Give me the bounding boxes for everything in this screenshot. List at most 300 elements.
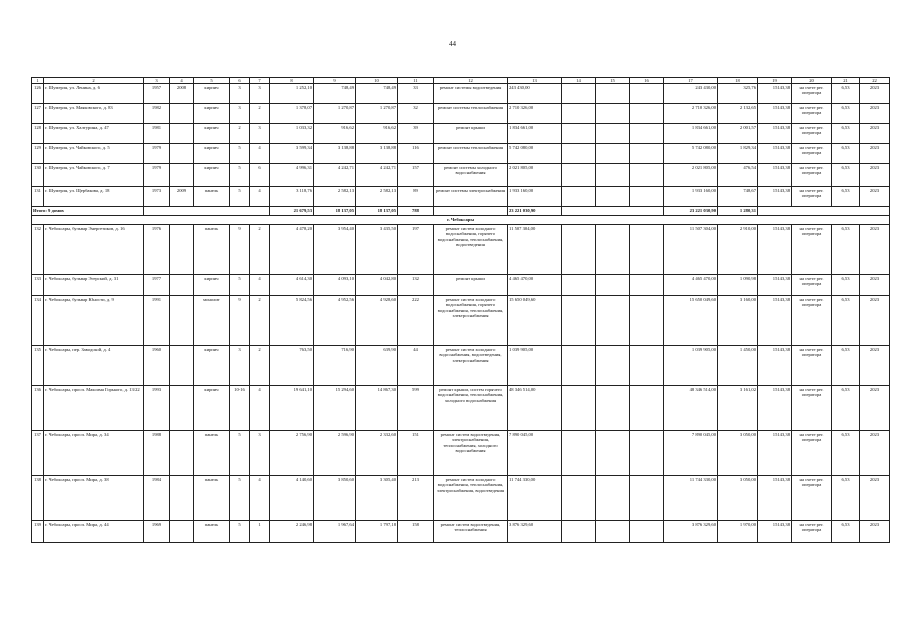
fund-local	[630, 187, 664, 207]
work-type: ремонт системы электроснабжения	[434, 187, 508, 207]
work-type: ремонт систем холодного водоснабжения, теплоснабжения, электроснабжения, водоотведения	[434, 476, 508, 521]
owners-funds: 1 039 905,00	[664, 346, 718, 386]
residents: 213	[398, 476, 434, 521]
subtotal-owners-funds: 23 221 030,90	[664, 207, 718, 216]
year-renovated	[170, 144, 194, 164]
fund-method: на счете рег. оператора	[792, 386, 832, 431]
address: г. Чебоксары, бульвар Эгерский, д. 31	[44, 275, 144, 296]
tariff: 6,53	[832, 476, 860, 521]
page-number: 44	[449, 40, 456, 48]
total-cost: 2 710 326,00	[508, 104, 562, 124]
residential-area: 2 332,60	[356, 431, 398, 476]
total-cost: 7 890 045,00	[508, 431, 562, 476]
residents: 32	[398, 104, 434, 124]
fund-regional	[596, 521, 630, 543]
work-type: ремонт системы холодного водоснабжения	[434, 164, 508, 187]
fund-regional	[596, 275, 630, 296]
residents: 132	[398, 275, 434, 296]
plan-year: 2023	[860, 386, 890, 431]
work-type: ремонт крыши, систем горячего водоснабжения, теплоснабжения, холодного водоснабжения	[434, 386, 508, 431]
city-header: г. Чебоксары	[32, 216, 890, 225]
wall-material: кирпич	[194, 346, 230, 386]
empty-cell	[758, 207, 890, 216]
address: г. Шумерля, ул. Маяковского, д. 83	[44, 104, 144, 124]
residents: 599	[398, 386, 434, 431]
tariff: 6,53	[832, 225, 860, 275]
fund-federal	[562, 187, 596, 207]
empty-cell	[144, 207, 270, 216]
entrances: 2	[250, 225, 270, 275]
entrances: 3	[250, 431, 270, 476]
floors: 5	[230, 431, 250, 476]
fund-local	[630, 225, 664, 275]
fund-local	[630, 386, 664, 431]
total-area: 3 599,34	[270, 144, 314, 164]
column-number: 16	[630, 78, 664, 84]
specific-cost: 476,54	[718, 164, 758, 187]
fund-method: на счете рег. оператора	[792, 431, 832, 476]
specific-cost: 1 970,00	[718, 521, 758, 543]
entrances: 6	[250, 164, 270, 187]
floors: 9	[230, 296, 250, 346]
fund-federal	[562, 225, 596, 275]
work-type: ремонт крыши	[434, 275, 508, 296]
floors: 3	[230, 104, 250, 124]
column-number: 5	[194, 78, 230, 84]
work-type: ремонт системы теплоснабжения	[434, 104, 508, 124]
table-row	[32, 431, 890, 476]
owners-funds: 2 710 326,00	[664, 104, 718, 124]
fund-local	[630, 124, 664, 144]
residential-area: 3 138,88	[356, 144, 398, 164]
work-type: ремонт системы водоотведения	[434, 84, 508, 104]
fund-method: на счете рег. оператора	[792, 346, 832, 386]
plan-year: 2023	[860, 164, 890, 187]
column-number: 17	[664, 78, 718, 84]
living-area: 1 270,87	[314, 104, 356, 124]
tariff: 6,53	[832, 275, 860, 296]
year-built: 1979	[144, 164, 170, 187]
cost-limit: 15143,38	[758, 144, 792, 164]
tariff: 6,53	[832, 144, 860, 164]
year-built: 1984	[144, 476, 170, 521]
residential-area: 4 042,80	[356, 275, 398, 296]
work-type: ремонт систем холодного водоснабжения, горячего водоснабжения, теплоснабжения, электроснабжения	[434, 296, 508, 346]
fund-method: на счете рег. оператора	[792, 296, 832, 346]
specific-cost: 1 829,34	[718, 144, 758, 164]
residential-area: 1 270,87	[356, 104, 398, 124]
fund-local	[630, 84, 664, 104]
fund-method: на счете рег. оператора	[792, 275, 832, 296]
fund-method: на счете рег. оператора	[792, 225, 832, 275]
fund-regional	[596, 84, 630, 104]
residential-area: 14 867,30	[356, 386, 398, 431]
work-type: ремонт систем холодного водоснабжения, горячего водоснабжения, теплоснабжения, водоотведения	[434, 225, 508, 275]
row-number: 139	[32, 521, 44, 543]
specific-cost: 2 910,00	[718, 225, 758, 275]
entrances: 4	[250, 386, 270, 431]
column-number: 11	[398, 78, 434, 84]
subtotal-specific-cost: 1 280,31	[718, 207, 758, 216]
fund-method: на счете рег. оператора	[792, 187, 832, 207]
cost-limit: 15143,38	[758, 187, 792, 207]
column-number: 20	[792, 78, 832, 84]
fund-federal	[562, 431, 596, 476]
year-renovated	[170, 124, 194, 144]
wall-material: кирпич	[194, 275, 230, 296]
floors: 5	[230, 275, 250, 296]
wall-material: кирпич	[194, 104, 230, 124]
floors: 3	[230, 346, 250, 386]
specific-cost: 748,67	[718, 187, 758, 207]
address: г. Чебоксары, бульвар Энергетиков, д. 16	[44, 225, 144, 275]
plan-year: 2023	[860, 275, 890, 296]
column-number: 14	[562, 78, 596, 84]
total-cost: 11 744 330,00	[508, 476, 562, 521]
fund-local	[630, 431, 664, 476]
residential-area: 2 582,13	[356, 187, 398, 207]
entrances: 4	[250, 144, 270, 164]
living-area: 748,49	[314, 84, 356, 104]
year-built: 1977	[144, 275, 170, 296]
year-built: 1957	[144, 84, 170, 104]
cost-limit: 15143,38	[758, 521, 792, 543]
column-number: 6	[230, 78, 250, 84]
row-number: 130	[32, 164, 44, 187]
fund-method: на счете рег. оператора	[792, 124, 832, 144]
owners-funds: 11 507 304,00	[664, 225, 718, 275]
tariff: 6,53	[832, 346, 860, 386]
entrances: 3	[250, 124, 270, 144]
fund-federal	[562, 386, 596, 431]
total-area: 2 246,98	[270, 521, 314, 543]
address: г. Чебоксары, просп. Мира, д. 44	[44, 521, 144, 543]
city-header-row	[32, 216, 890, 225]
table-row	[32, 386, 890, 431]
entrances: 3	[250, 84, 270, 104]
year-renovated	[170, 296, 194, 346]
row-number: 131	[32, 187, 44, 207]
year-built: 1973	[144, 187, 170, 207]
fund-local	[630, 275, 664, 296]
column-number: 1	[32, 78, 44, 84]
fund-federal	[562, 521, 596, 543]
year-built: 1979	[144, 144, 170, 164]
fund-regional	[596, 187, 630, 207]
year-renovated	[170, 164, 194, 187]
total-cost: 2 021 805,00	[508, 164, 562, 187]
floors: 5	[230, 521, 250, 543]
total-cost: 1 933 160,00	[508, 187, 562, 207]
living-area: 3 850,60	[314, 476, 356, 521]
residents: 33	[398, 84, 434, 104]
plan-year: 2023	[860, 431, 890, 476]
residents: 197	[398, 225, 434, 275]
owners-funds: 4 465 470,00	[664, 275, 718, 296]
table-row	[32, 521, 890, 543]
tariff: 6,53	[832, 164, 860, 187]
plan-year: 2023	[860, 296, 890, 346]
fund-regional	[596, 296, 630, 346]
row-number: 127	[32, 104, 44, 124]
total-area: 5 824,56	[270, 296, 314, 346]
row-number: 136	[32, 386, 44, 431]
total-area: 2 756,90	[270, 431, 314, 476]
residents: 157	[398, 164, 434, 187]
fund-method: на счете рег. оператора	[792, 84, 832, 104]
owners-funds: 48 346 514,00	[664, 386, 718, 431]
wall-material: панель	[194, 225, 230, 275]
residential-area: 3 435,50	[356, 225, 398, 275]
owners-funds: 15 650 049,60	[664, 296, 718, 346]
cost-limit: 15143,38	[758, 104, 792, 124]
address: г. Чебоксары, просп. Максима Горького, д. 13/22	[44, 386, 144, 431]
plan-year: 2023	[860, 144, 890, 164]
address: г. Чебоксары, бульвар Юности, д. 9	[44, 296, 144, 346]
fund-regional	[596, 144, 630, 164]
table-row	[32, 275, 890, 296]
cost-limit: 15143,38	[758, 386, 792, 431]
year-built: 1969	[144, 521, 170, 543]
owners-funds: 5 742 080,00	[664, 144, 718, 164]
specific-cost: 3 050,00	[718, 431, 758, 476]
tariff: 6,53	[832, 431, 860, 476]
living-area: 4 242,71	[314, 164, 356, 187]
fund-regional	[596, 431, 630, 476]
column-number: 18	[718, 78, 758, 84]
owners-funds: 7 890 045,00	[664, 431, 718, 476]
total-cost: 4 465 470,00	[508, 275, 562, 296]
entrances: 2	[250, 346, 270, 386]
table-row	[32, 144, 890, 164]
fund-local	[630, 164, 664, 187]
cost-limit: 15143,38	[758, 225, 792, 275]
column-number: 21	[832, 78, 860, 84]
living-area: 4 093,10	[314, 275, 356, 296]
floors: 5	[230, 164, 250, 187]
address: г. Чебоксары, просп. Мира, д. 38	[44, 476, 144, 521]
floors: 9	[230, 225, 250, 275]
year-renovated	[170, 225, 194, 275]
fund-method: на счете рег. оператора	[792, 104, 832, 124]
row-number: 128	[32, 124, 44, 144]
residents: 158	[398, 521, 434, 543]
total-area: 1 252,10	[270, 84, 314, 104]
plan-year: 2023	[860, 84, 890, 104]
living-area: 2 596,90	[314, 431, 356, 476]
column-number: 2	[44, 78, 144, 84]
fund-federal	[562, 346, 596, 386]
living-area: 3 138,88	[314, 144, 356, 164]
fund-federal	[562, 296, 596, 346]
row-number: 134	[32, 296, 44, 346]
column-number: 4	[170, 78, 194, 84]
specific-cost: 3 050,00	[718, 476, 758, 521]
total-area: 4 614,30	[270, 275, 314, 296]
fund-local	[630, 144, 664, 164]
total-cost: 243 430,00	[508, 84, 562, 104]
table-row	[32, 124, 890, 144]
address: г. Шумерля, ул. Чайковского, д. 5	[44, 144, 144, 164]
entrances: 4	[250, 187, 270, 207]
table-row	[32, 346, 890, 386]
cost-limit: 15143,38	[758, 431, 792, 476]
subtotal-total-area: 21 679,53	[270, 207, 314, 216]
entrances: 1	[250, 521, 270, 543]
residents: 39	[398, 124, 434, 144]
floors: 5	[230, 187, 250, 207]
plan-year: 2023	[860, 124, 890, 144]
table-row	[32, 104, 890, 124]
cost-limit: 15143,38	[758, 164, 792, 187]
total-area: 1 033,32	[270, 124, 314, 144]
wall-material: кирпич	[194, 386, 230, 431]
work-type: ремонт систем водоотведения, теплоснабжения	[434, 521, 508, 543]
empty-cell	[434, 207, 508, 216]
column-number: 7	[250, 78, 270, 84]
total-cost: 3 876 329,60	[508, 521, 562, 543]
year-built: 1993	[144, 386, 170, 431]
column-number: 10	[356, 78, 398, 84]
fund-local	[630, 521, 664, 543]
year-built: 1960	[144, 346, 170, 386]
cost-limit: 15143,38	[758, 296, 792, 346]
residential-area: 916,62	[356, 124, 398, 144]
total-area: 4 996,31	[270, 164, 314, 187]
row-number: 137	[32, 431, 44, 476]
total-area: 4 140,60	[270, 476, 314, 521]
living-area: 3 954,40	[314, 225, 356, 275]
owners-funds: 1 933 160,00	[664, 187, 718, 207]
living-area: 916,62	[314, 124, 356, 144]
subtotal-living-area: 18 137,05	[314, 207, 356, 216]
residential-area: 4 928,60	[356, 296, 398, 346]
fund-regional	[596, 104, 630, 124]
residential-area: 639,90	[356, 346, 398, 386]
year-built: 1982	[144, 104, 170, 124]
work-type: ремонт систем холодного водоснабжения, водоотведения, электроснабжения	[434, 346, 508, 386]
cost-limit: 15143,38	[758, 84, 792, 104]
wall-material: панель	[194, 431, 230, 476]
work-type: ремонт системы теплоснабжения	[434, 144, 508, 164]
table-row	[32, 225, 890, 275]
fund-method: на счете рег. оператора	[792, 476, 832, 521]
year-built: 1991	[144, 296, 170, 346]
residential-area: 4 242,71	[356, 164, 398, 187]
column-number: 9	[314, 78, 356, 84]
subtotal-residential-area: 18 137,05	[356, 207, 398, 216]
specific-cost: 2 132,65	[718, 104, 758, 124]
work-type: ремонт крыши	[434, 124, 508, 144]
specific-cost: 2 001,57	[718, 124, 758, 144]
wall-material: панель	[194, 187, 230, 207]
table-row	[32, 476, 890, 521]
floors: 3	[230, 84, 250, 104]
year-built: 1981	[144, 124, 170, 144]
plan-year: 2023	[860, 104, 890, 124]
year-renovated: 2009	[170, 187, 194, 207]
column-number: 15	[596, 78, 630, 84]
year-built: 1976	[144, 225, 170, 275]
wall-material: панель	[194, 521, 230, 543]
residential-area: 748,49	[356, 84, 398, 104]
owners-funds: 11 744 330,00	[664, 476, 718, 521]
residential-area: 3 305,40	[356, 476, 398, 521]
fund-local	[630, 104, 664, 124]
total-area: 3 118,76	[270, 187, 314, 207]
total-cost: 5 742 080,00	[508, 144, 562, 164]
total-cost: 15 650 049,60	[508, 296, 562, 346]
tariff: 6,53	[832, 104, 860, 124]
residential-area: 1 797,18	[356, 521, 398, 543]
specific-cost: 3 160,00	[718, 296, 758, 346]
year-built: 1988	[144, 431, 170, 476]
wall-material: кирпич	[194, 144, 230, 164]
fund-regional	[596, 386, 630, 431]
tariff: 6,53	[832, 296, 860, 346]
entrances: 4	[250, 476, 270, 521]
owners-funds: 2 021 805,00	[664, 164, 718, 187]
fund-method: на счете рег. оператора	[792, 521, 832, 543]
plan-year: 2023	[860, 225, 890, 275]
fund-local	[630, 296, 664, 346]
cost-limit: 15143,38	[758, 275, 792, 296]
register-table	[31, 77, 890, 543]
fund-federal	[562, 84, 596, 104]
wall-material: монолит	[194, 296, 230, 346]
column-number: 8	[270, 78, 314, 84]
fund-method: на счете рег. оператора	[792, 164, 832, 187]
wall-material: панель	[194, 476, 230, 521]
living-area: 4 952,56	[314, 296, 356, 346]
plan-year: 2023	[860, 187, 890, 207]
owners-funds: 243 430,00	[664, 84, 718, 104]
entrances: 2	[250, 296, 270, 346]
specific-cost: 3 161,02	[718, 386, 758, 431]
owners-funds: 1 834 661,00	[664, 124, 718, 144]
cost-limit: 15143,38	[758, 346, 792, 386]
fund-method: на счете рег. оператора	[792, 144, 832, 164]
tariff: 6,53	[832, 521, 860, 543]
row-number: 132	[32, 225, 44, 275]
fund-federal	[562, 144, 596, 164]
specific-cost: 1 450,00	[718, 346, 758, 386]
residents: 151	[398, 431, 434, 476]
residents: 222	[398, 296, 434, 346]
plan-year: 2023	[860, 476, 890, 521]
wall-material: кирпич	[194, 164, 230, 187]
column-number: 3	[144, 78, 170, 84]
row-number: 138	[32, 476, 44, 521]
wall-material: кирпич	[194, 124, 230, 144]
fund-federal	[562, 124, 596, 144]
specific-cost: 325,76	[718, 84, 758, 104]
table-row	[32, 84, 890, 104]
wall-material: кирпич	[194, 84, 230, 104]
address: г. Шумерля, ул. Ленина, д. 6	[44, 84, 144, 104]
tariff: 6,53	[832, 84, 860, 104]
total-cost: 11 507 304,00	[508, 225, 562, 275]
table-row	[32, 187, 890, 207]
empty-cell	[562, 207, 664, 216]
living-area: 15 294,60	[314, 386, 356, 431]
fund-regional	[596, 124, 630, 144]
residents: 44	[398, 346, 434, 386]
floors: 2	[230, 124, 250, 144]
address: г. Шумерля, ул. Щербакова, д. 18	[44, 187, 144, 207]
column-number: 22	[860, 78, 890, 84]
address: г. Шумерля, ул. Чайковского, д. 7	[44, 164, 144, 187]
